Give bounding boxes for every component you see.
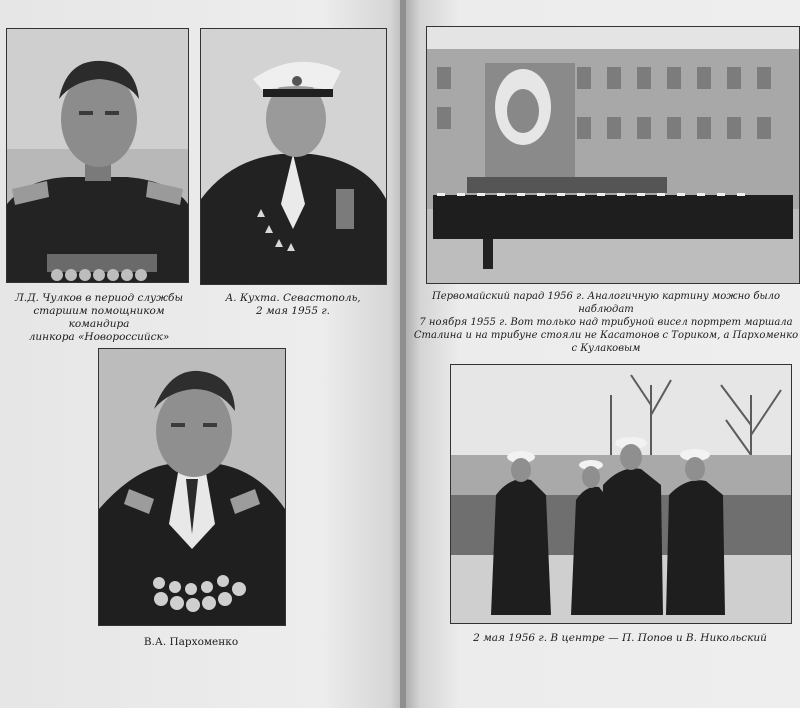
caption-group bbox=[440, 632, 800, 645]
caption-parade-line-2: 7 ноября 1955 г. Вот только над трибуной висел портрет маршала bbox=[419, 317, 793, 328]
caption-parade-line-4: с Кулаковым bbox=[571, 343, 641, 354]
photo-chulkov-portrait bbox=[6, 28, 189, 283]
caption-group-line: 2 мая 1956 г. В центре — П. Попов и В. Никольский bbox=[473, 632, 767, 644]
photo-group-officers bbox=[450, 364, 792, 624]
caption-parkhomenko bbox=[98, 636, 284, 649]
caption-kukhta-line-2: 2 мая 1955 г. bbox=[256, 305, 330, 317]
caption-chulkov-line-3: линкора «Новороссийск» bbox=[28, 331, 170, 343]
caption-kukhta-line-1: А. Кухта. Севастополь, bbox=[225, 292, 361, 304]
photo-may-day-parade bbox=[426, 26, 800, 284]
photo-kukhta-portrait bbox=[200, 28, 387, 285]
caption-parade-line-1: Первомайский парад 1956 г. Аналогичную картину можно было наблюдат bbox=[431, 291, 781, 315]
photo-parkhomenko-portrait bbox=[98, 348, 286, 626]
caption-chulkov-line-1: Л.Д. Чулков в период службы bbox=[14, 292, 184, 304]
caption-parkhomenko-line: В.А. Пархоменко bbox=[143, 636, 239, 648]
caption-parade bbox=[412, 290, 800, 355]
book-gutter bbox=[400, 0, 406, 708]
caption-kukhta bbox=[200, 292, 386, 318]
caption-parade-line-3: Сталина и на трибуне стояли не Касатонов с Ториком, а Пархоменко bbox=[413, 330, 799, 341]
caption-chulkov-line-2: старшим помощником командира bbox=[33, 305, 165, 330]
caption-chulkov bbox=[4, 292, 194, 344]
